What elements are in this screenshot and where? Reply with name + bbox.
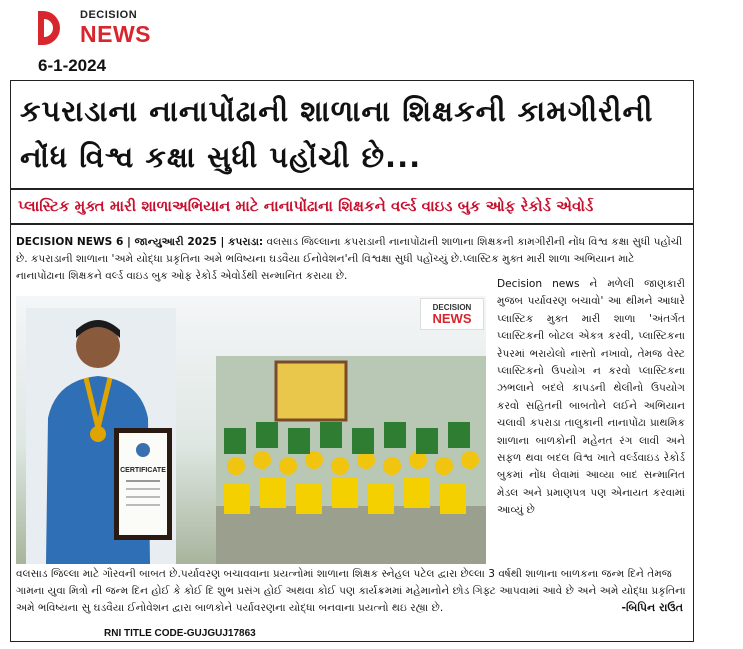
body-paragraph: વલસાડ જિલ્લા માટે ગૌરવની બાબત છે.પર્યાવરણ બચાવવાના પ્રયત્નોમાં શાળાના શિક્ષક સ્નેહલ પટેલ દ્વારા છેલ્લા 3 વર્ષથી શાળાના બાળકના જન્મ દિને તેમજ ગામના યુવા મિત્રો ની જન્મ દિન હોઈ કે કોઈ દિ શુભ પ્રસંગ હોઈ અથવા કોઈ પણ કાર્યક્રમમાં મહેમાનોને છોડ ગિફ્ટ આપવામાં આવે છે અને અમે યોદ્ધા પ્રકૃતિના અમે ભવિષ્યના સુ ઘડવૈયા ઈનોવેશન દ્વારા બાળકોને પર્યાવરણના યોદ્ધા બનવાના પ્રયત્નો થઇ રહ્યા છે. (16, 568, 686, 614)
lead-text: વલસાડ જિલ્લાના કપરાડાની નાનાપોંઢાની શાળાના શિક્ષકની કામગીરીની નોંધ વિશ્વ કક્ષા સુધી પહોંચી છે. કપરાડાની શાળાના 'અમે યોદ્ધા પ્રકૃતિના અમે ભવિષ્યના ઘડવૈયા ઈનોવેશન'ની વિશ્વક્ષા સુધી પહોંચ્યું છે.પ્લાસ્ટિક મુક્ત મારી શાળા અભિયાન માટે નાનાપોંઢાના શિક્ષકને વર્લ્ડ વાઇડ બુક ઓફ રેકોર્ડ એવોર્ડથી સન્માનિત કરાયા છે. (16, 236, 683, 282)
side-column-text: Decision news ને મળેલી જાણકારી મુજબ પર્યાવરણ બચાવો' આ થીમને આધારે પ્લાસ્ટિક મુક્ત મારી શાળા 'અંતર્ગત પ્લાસ્ટિકની બોટલ એકત્ર કરવી, પ્લાસ્ટિકના રેપરમાં ભરાયેલો નાસ્તો નખાવો, તેમજ વેસ્ટ પ્લાસ્ટિકનો ઉપયોગ ન કરવો પ્લાસ્ટિકના ઝભલાને બદલે કાપડની થેલીનો ઉપયોગ કરવો સહિતની બાબતોને લઈને અભિયાન ચલાવી કપરાડા તાલુકાની નાનાપોંઢા પ્રાથમિક શાળાના બાળકોની મહેનત રંગ લાવી અને સફળ થવા બદલ વિશ્વ ખાતે વર્લ્ડવાઇડ રેકોર્ડ બુકમાં નોંધ લેવામાં આવ્યા બાદ સન્માનિત મેડલ અને પ્રમાણપત્ર પણ એનાયત કરવામાં આવ્યું છે (497, 278, 685, 517)
dn-logo-mark (38, 9, 78, 47)
headline: કપરાડાના નાનાપોંઢાની શાળાના શિક્ષકની કામગીરીની નોંધ વિશ્વ કક્ષા સુધી પહોંચી છે... (20, 94, 654, 174)
article-photo (16, 296, 486, 564)
teacher-with-certificate-illustration (26, 308, 176, 564)
byline: -બિપિન રાઉત (621, 601, 683, 614)
certificate-title: CERTIFICATE (120, 467, 166, 474)
brand-line2: NEWS (80, 20, 151, 47)
brand-line1: DECISION (80, 8, 138, 21)
watermark-logo: DECISION NEWS (420, 298, 484, 330)
students-group-illustration (216, 356, 486, 564)
subheadline: પ્લાસ્ટિક મુક્ત મારી શાળાઅભિયાન માટે નાનાપોંઢાના શિક્ષકને વર્લ્ડ વાઇડ બુક ઓફ રેકોર્ડ એવોર્ડ (18, 197, 594, 215)
brand-logo (38, 8, 151, 48)
dateline: DECISION NEWS 6 | જાન્યુઆરી 2025 | કપરાડા: (16, 236, 264, 248)
publication-date: 6-1-2024 (38, 56, 107, 75)
divider (10, 223, 694, 225)
rni-code: RNI TITLE CODE-GUJGUJ17863 (104, 628, 256, 639)
